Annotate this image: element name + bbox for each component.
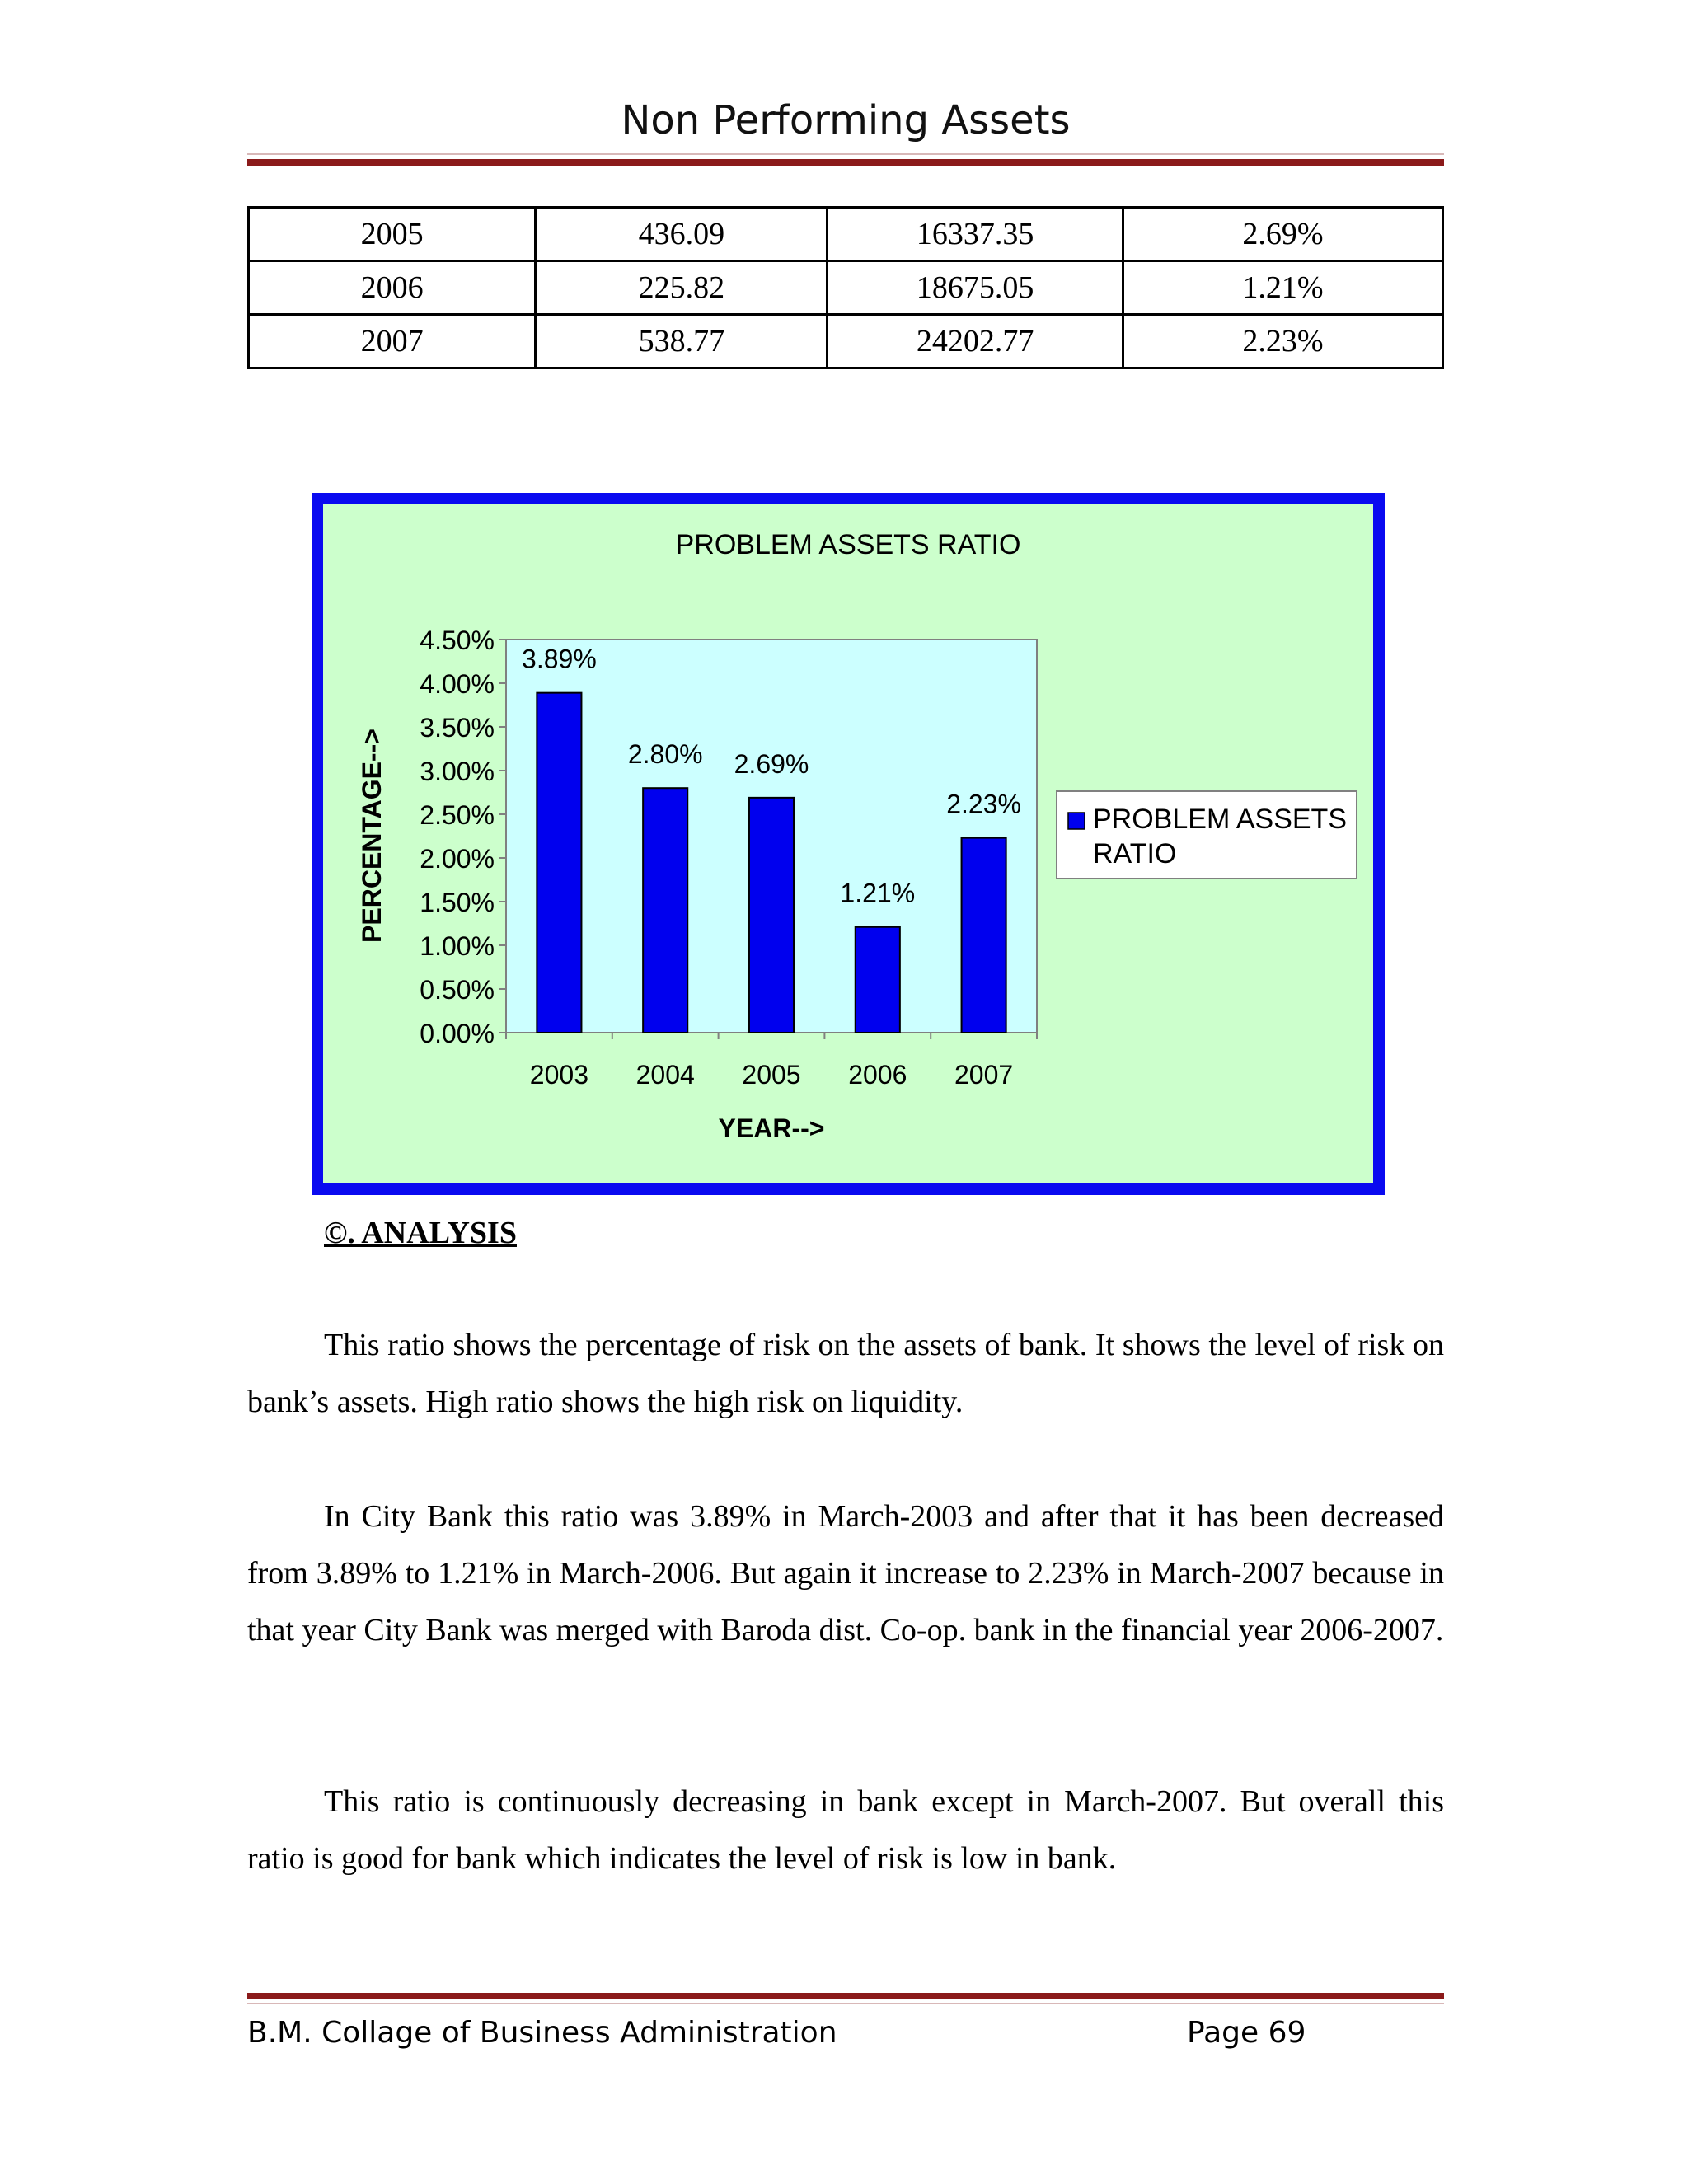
x-tick-label: 2004 (635, 1060, 695, 1090)
chart-legend (1057, 791, 1357, 879)
table-row (249, 208, 1443, 261)
x-axis-label: YEAR--> (718, 1113, 825, 1143)
footer-thick-rule (247, 1993, 1444, 1999)
table-cell-value: 16337.35 (828, 208, 1123, 261)
y-tick-label: 2.50% (420, 800, 495, 830)
table-cell-ratio: 2.23% (1123, 315, 1442, 368)
table-cell-year: 2007 (249, 315, 536, 368)
page-header-title: Non Performing Assets (621, 97, 1071, 143)
bar-data-label: 2.69% (734, 748, 809, 779)
footer-thin-rule (247, 2003, 1444, 2004)
bar-data-label: 1.21% (840, 878, 916, 908)
table-cell-year: 2006 (249, 261, 536, 315)
y-tick-label: 0.00% (420, 1019, 495, 1048)
table-cell-ratio: 1.21% (1123, 261, 1442, 315)
y-tick-label: 2.00% (420, 844, 495, 874)
bar-2005 (749, 798, 794, 1033)
y-axis (420, 626, 506, 1048)
x-tick-label: 2003 (529, 1060, 588, 1090)
x-tick-label: 2005 (742, 1060, 801, 1090)
analysis-paragraph: In City Bank this ratio was 3.89% in March-2003 and after that it has been decreased from 3.89% to 1.21% in March-2006. But again it increase to 2.23% in March-2007 because in that year City Bank was merged with Baroda dist. Co-op. bank in the financial year 2006-2007. (247, 1499, 1444, 1647)
table-cell-year: 2005 (249, 208, 536, 261)
problem-assets-chart (312, 493, 1385, 1195)
legend-label-line2: RATIO (1093, 838, 1177, 869)
x-tick-label: 2006 (848, 1060, 907, 1090)
chart-title: PROBLEM ASSETS RATIO (675, 529, 1021, 560)
analysis-heading: ©. ANALYSIS (324, 1216, 517, 1250)
bar-data-label: 2.23% (946, 789, 1021, 819)
table-row (249, 315, 1443, 368)
bar-2007 (962, 838, 1006, 1033)
table-cell-value: 18675.05 (828, 261, 1123, 315)
header-thick-rule (247, 159, 1444, 166)
header-thin-rule (247, 153, 1444, 155)
y-tick-label: 3.50% (420, 713, 495, 743)
bar-data-label: 2.80% (627, 739, 703, 770)
bar-2004 (643, 788, 687, 1033)
y-tick-label: 0.50% (420, 975, 495, 1005)
table-cell-value: 538.77 (536, 315, 828, 368)
x-axis (506, 1033, 1037, 1090)
table-cell-value: 24202.77 (828, 315, 1123, 368)
y-axis-label: PERCENTAGE--> (357, 729, 387, 943)
y-tick-label: 1.50% (420, 888, 495, 917)
table-cell-ratio: 2.69% (1123, 208, 1442, 261)
table-row (249, 261, 1443, 315)
footer-college-name: B.M. Collage of Business Administration (247, 2016, 837, 2050)
chart-svg (323, 504, 1373, 1183)
y-tick-label: 3.00% (420, 757, 495, 786)
table-cell-value: 436.09 (536, 208, 828, 261)
y-tick-label: 4.00% (420, 669, 495, 699)
legend-label-line1: PROBLEM ASSETS (1093, 804, 1347, 835)
table-cell-value: 225.82 (536, 261, 828, 315)
x-tick-label: 2007 (954, 1060, 1014, 1090)
y-tick-label: 4.50% (420, 626, 495, 655)
bar-2006 (856, 927, 900, 1033)
analysis-paragraph: This ratio is continuously decreasing in bank except in March-2007. But overall this ratio is good for bank which indicates the level of risk is low in bank. (247, 1784, 1444, 1876)
y-tick-label: 1.00% (420, 931, 495, 961)
footer-page-number: Page 69 (1187, 2016, 1306, 2050)
legend-swatch (1068, 813, 1085, 829)
bar-2003 (537, 693, 581, 1033)
analysis-paragraph: This ratio shows the percentage of risk on the assets of bank. It shows the level of risk on bank’s assets. High ratio shows the high risk on liquidity. (247, 1328, 1444, 1419)
bar-data-label: 3.89% (522, 644, 597, 674)
npa-data-table (247, 206, 1444, 369)
